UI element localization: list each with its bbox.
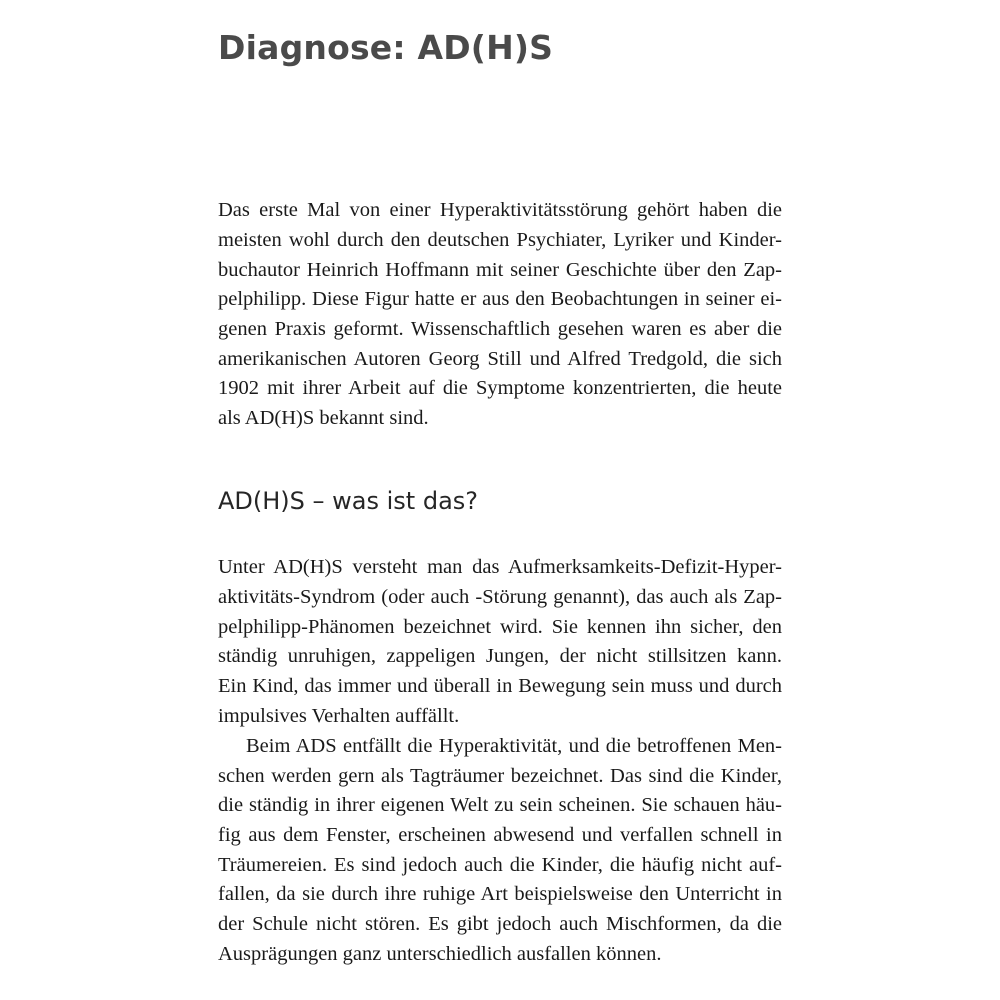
text-line: Das erste Mal von einer Hyperaktivitätsstörung gehört haben die (218, 199, 782, 221)
text-line: aktivitäts-Syndrom (oder auch -Störung genannt), das auch als Zap- (218, 586, 782, 608)
text-line: pelphilipp. Diese Figur hatte er aus den Beobachtungen in seiner ei- (218, 288, 782, 310)
text-line: amerikanischen Autoren Georg Still und Alfred Tredgold, die sich (218, 348, 782, 370)
text-line: pelphilipp-Phänomen bezeichnet wird. Sie kennen ihn sicher, den (218, 616, 782, 638)
text-line: der Schule nicht stören. Es gibt jedoch auch Mischformen, da die (218, 913, 782, 935)
text-line: 1902 mit ihrer Arbeit auf die Symptome konzentrierten, die heute (218, 377, 782, 399)
text-line: meisten wohl durch den deutschen Psychiater, Lyriker und Kinder- (218, 229, 782, 251)
text-line: impulsives Verhalten auffällt. (218, 705, 460, 727)
text-line: die ständig in ihrer eigenen Welt zu sein scheinen. Sie schauen häu- (218, 794, 782, 816)
text-line: fig aus dem Fenster, erscheinen abwesend und verfallen schnell in (218, 824, 782, 846)
text-line: genen Praxis geformt. Wissenschaftlich gesehen waren es aber die (218, 318, 782, 340)
section-heading: AD(H)S – was ist das? (218, 487, 479, 515)
text-line: Unter AD(H)S versteht man das Aufmerksamkeits-Defizit-Hyper- (218, 556, 782, 578)
text-line: fallen, da sie durch ihre ruhige Art beispielsweise den Unterricht in (218, 883, 782, 905)
text-line: Träumereien. Es sind jedoch auch die Kinder, die häufig nicht auf- (218, 854, 782, 876)
text-line: schen werden gern als Tagträumer bezeichnet. Das sind die Kinder, (218, 765, 782, 787)
text-line: Ein Kind, das immer und überall in Bewegung sein muss und durch (218, 675, 782, 697)
text-line: als AD(H)S bekannt sind. (218, 407, 429, 429)
text-line: Ausprägungen ganz unterschiedlich ausfallen können. (218, 943, 662, 965)
text-line: ständig unruhigen, zappeligen Jungen, der nicht stillsitzen kann. (218, 645, 782, 667)
text-line: Beim ADS entfällt die Hyperaktivität, und die betroffenen Men- (246, 735, 782, 757)
text-line: buchautor Heinrich Hoffmann mit seiner Geschichte über den Zap- (218, 259, 782, 281)
page-title: Diagnose: AD(H)S (218, 28, 554, 67)
